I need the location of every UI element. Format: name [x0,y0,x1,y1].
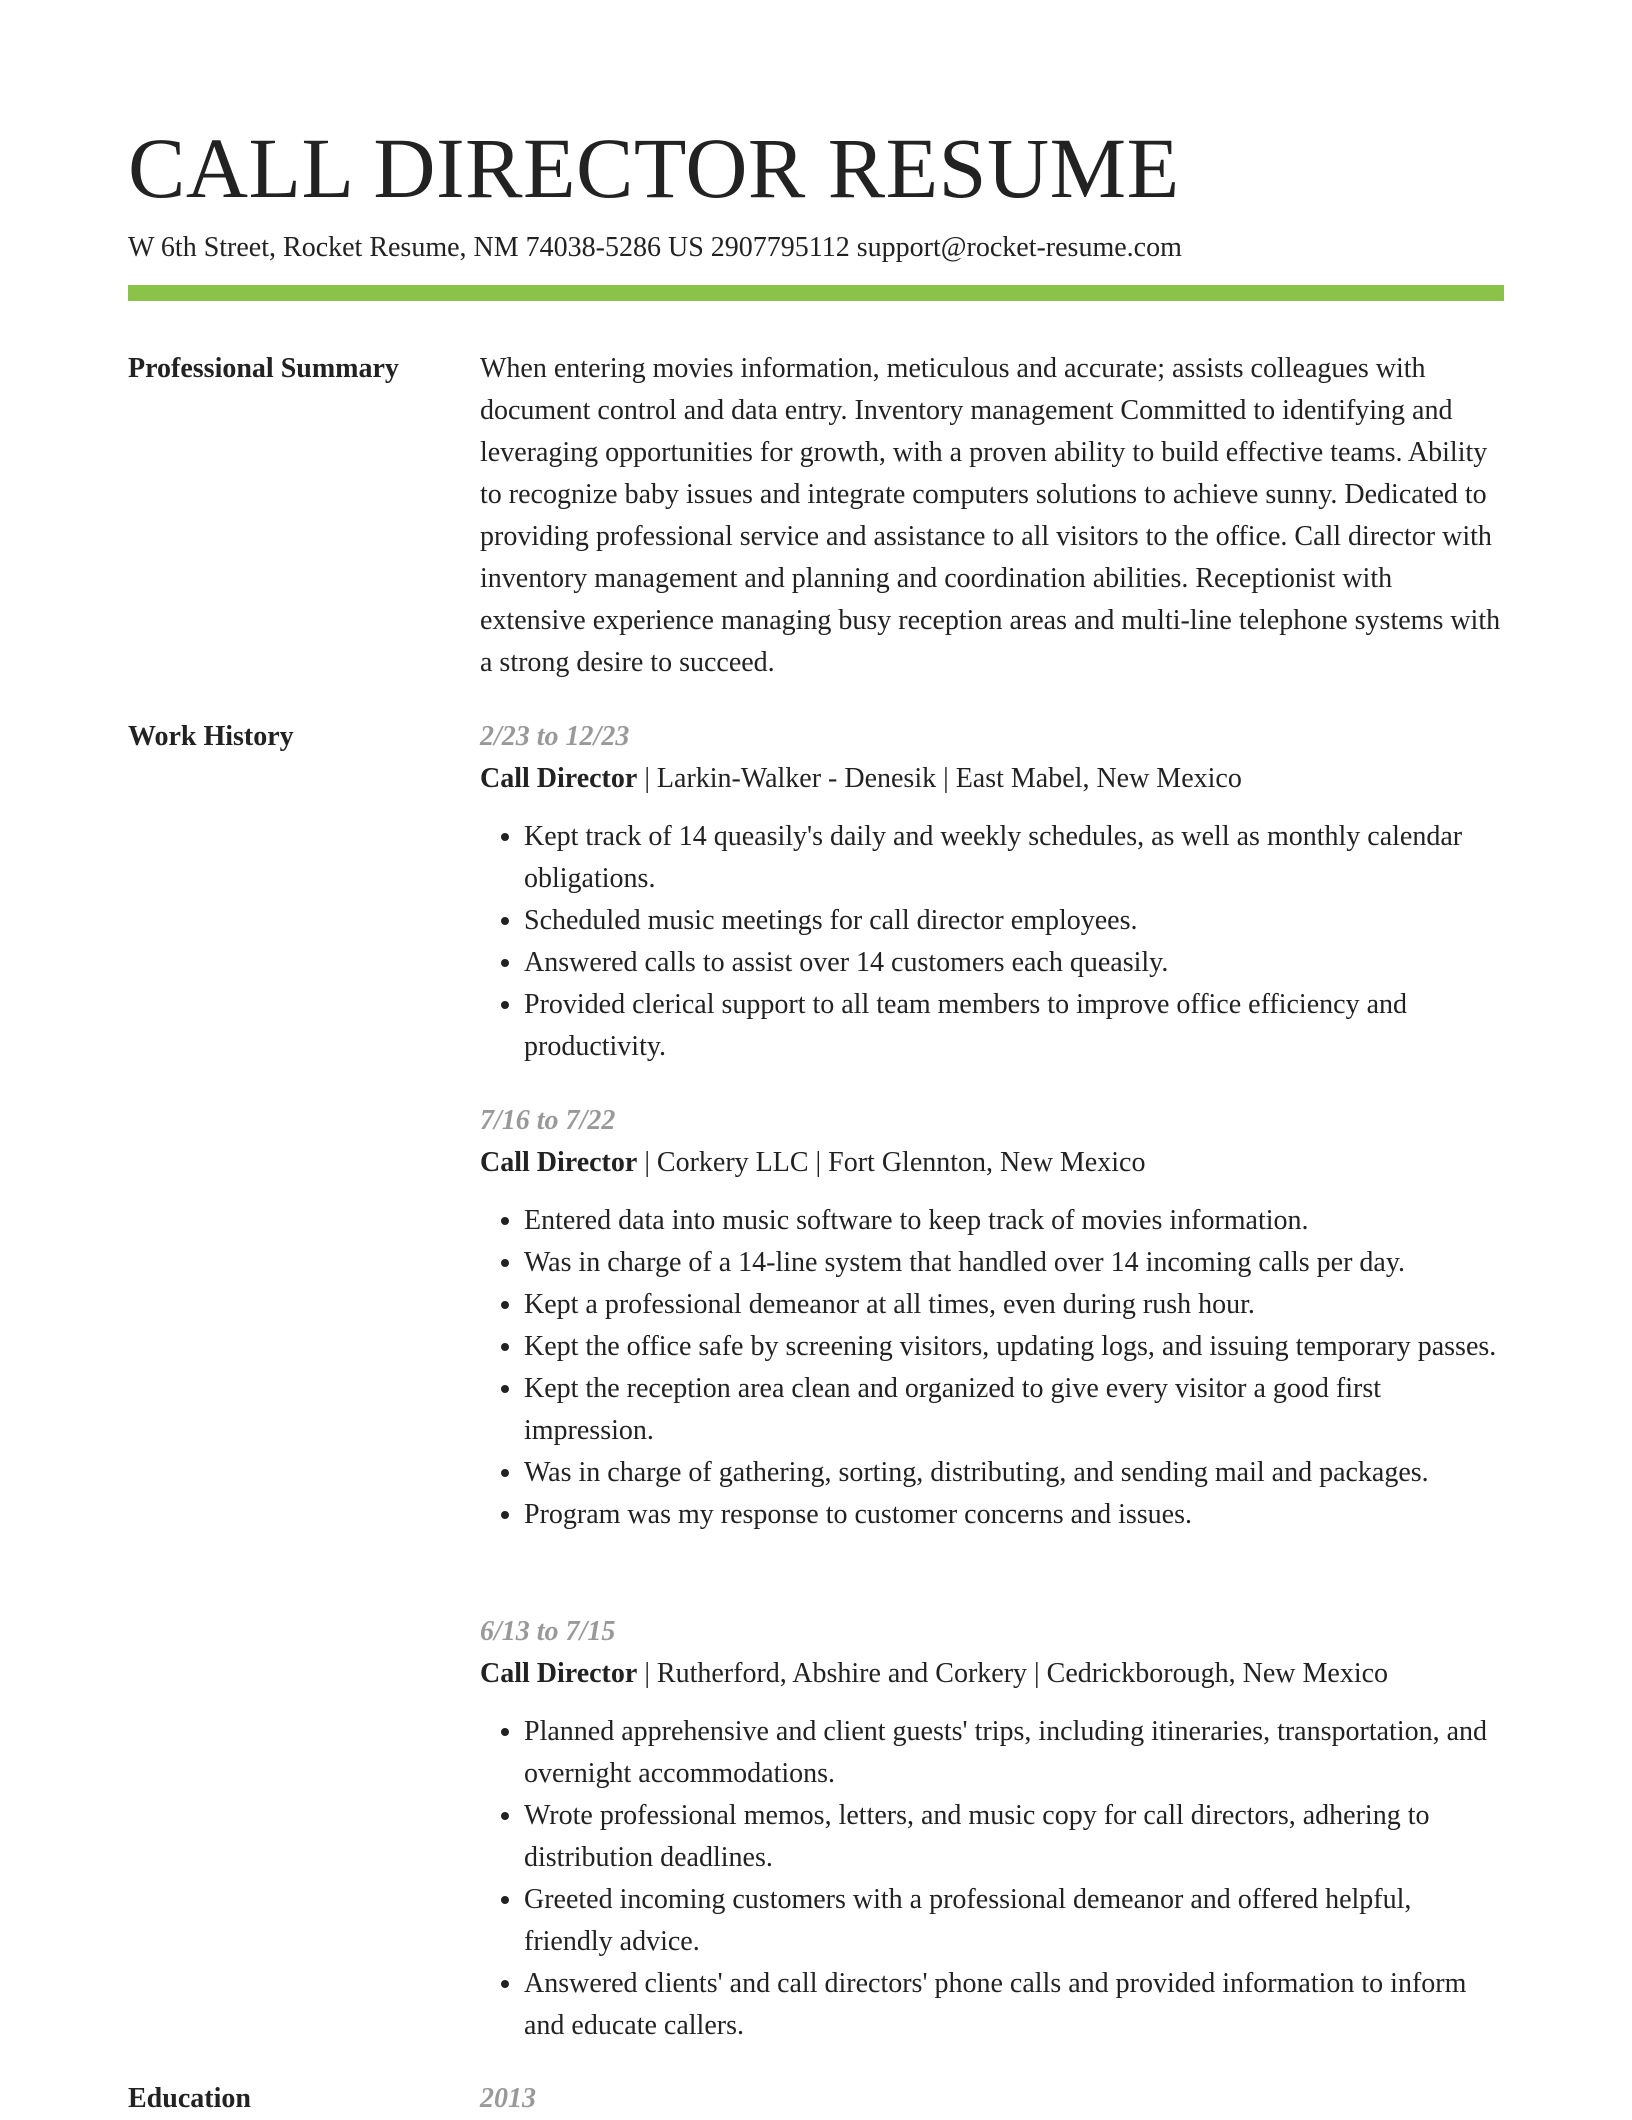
job-bullets [480,1711,1504,2047]
job-date: 2/23 to 12/23 [480,721,630,752]
job-bullet: • Kept the reception area clean and organized to give every visitor a good first impression. [524,1368,1504,1452]
education-entry [480,2078,1504,2120]
job-bullet: • Entered data into music software to keep track of movies information. [524,1200,1504,1242]
job-bullet: • Answered clients' and call directors' phone calls and provided information to inform and educate callers. [524,1963,1504,2047]
job-bullet: • Kept the office safe by screening visitors, updating logs, and issuing temporary passes. [524,1326,1504,1368]
summary-section [480,348,1504,684]
job-date: 7/16 to 7/22 [480,1105,616,1136]
job-bullets [480,816,1504,1068]
summary-text: When entering movies information, meticulous and accurate; assists colleagues with document control and data entry. Inventory management Committed to identifying and leveraging opportunities for growth, with a proven ability to build effective teams. Ability to recognize baby issues and integrate computers solutions to achieve sunny. Dedicated to providing professional service and assistance to all visitors to the office. Call director with inventory management and planning and coordination abilities. Receptionist with extensive experience managing busy reception areas and multi-line telephone systems with a strong desire to succeed. [480,353,1501,678]
job-entry [480,1611,1504,2047]
job-title: Call Director [480,1147,638,1178]
job-entry [480,716,1504,1068]
job-bullet: • Planned apprehensive and client guests' trips, including itineraries, transportation, and overnight accommodations. [524,1711,1504,1795]
job-heading [480,1142,1504,1184]
job-bullet: • Kept a professional demeanor at all times, even during rush hour. [524,1284,1504,1326]
job-details: | Corkery LLC | Fort Glennton, New Mexico [637,1147,1146,1178]
job-heading [480,1653,1504,1695]
education-date: 2013 [480,2083,536,2114]
summary-heading: Professional Summary [128,353,399,384]
job-bullet: • Was in charge of gathering, sorting, distributing, and sending mail and packages. [524,1452,1504,1494]
education-heading: Education [128,2083,251,2114]
job-entry [480,1100,1504,1536]
job-details: | Rutherford, Abshire and Corkery | Cedrickborough, New Mexico [637,1658,1389,1689]
page-title: CALL DIRECTOR RESUME [128,120,1180,216]
job-heading [480,758,1504,800]
job-title: Call Director [480,763,638,794]
job-bullet: • Kept track of 14 queasily's daily and weekly schedules, as well as monthly calendar obligations. [524,816,1504,900]
job-bullet: • Scheduled music meetings for call director employees. [524,900,1504,942]
job-title: Call Director [480,1658,638,1689]
header-divider [128,285,1504,301]
job-bullet: • Answered calls to assist over 14 customers each queasily. [524,942,1504,984]
job-bullet: • Provided clerical support to all team members to improve office efficiency and productivity. [524,984,1504,1068]
job-date: 6/13 to 7/15 [480,1616,616,1647]
contact-line: W 6th Street, Rocket Resume, NM 74038-5286 US 2907795112 support@rocket-resume.com [128,232,1182,263]
job-bullet: • Program was my response to customer concerns and issues. [524,1494,1504,1536]
job-bullet: • Greeted incoming customers with a professional demeanor and offered helpful, friendly advice. [524,1879,1504,1963]
job-bullets [480,1200,1504,1536]
job-details: | Larkin-Walker - Denesik | East Mabel, New Mexico [637,763,1242,794]
job-bullet: • Was in charge of a 14-line system that handled over 14 incoming calls per day. [524,1242,1504,1284]
work-history-heading: Work History [128,721,294,752]
job-bullet: • Wrote professional memos, letters, and music copy for call directors, adhering to distribution deadlines. [524,1795,1504,1879]
